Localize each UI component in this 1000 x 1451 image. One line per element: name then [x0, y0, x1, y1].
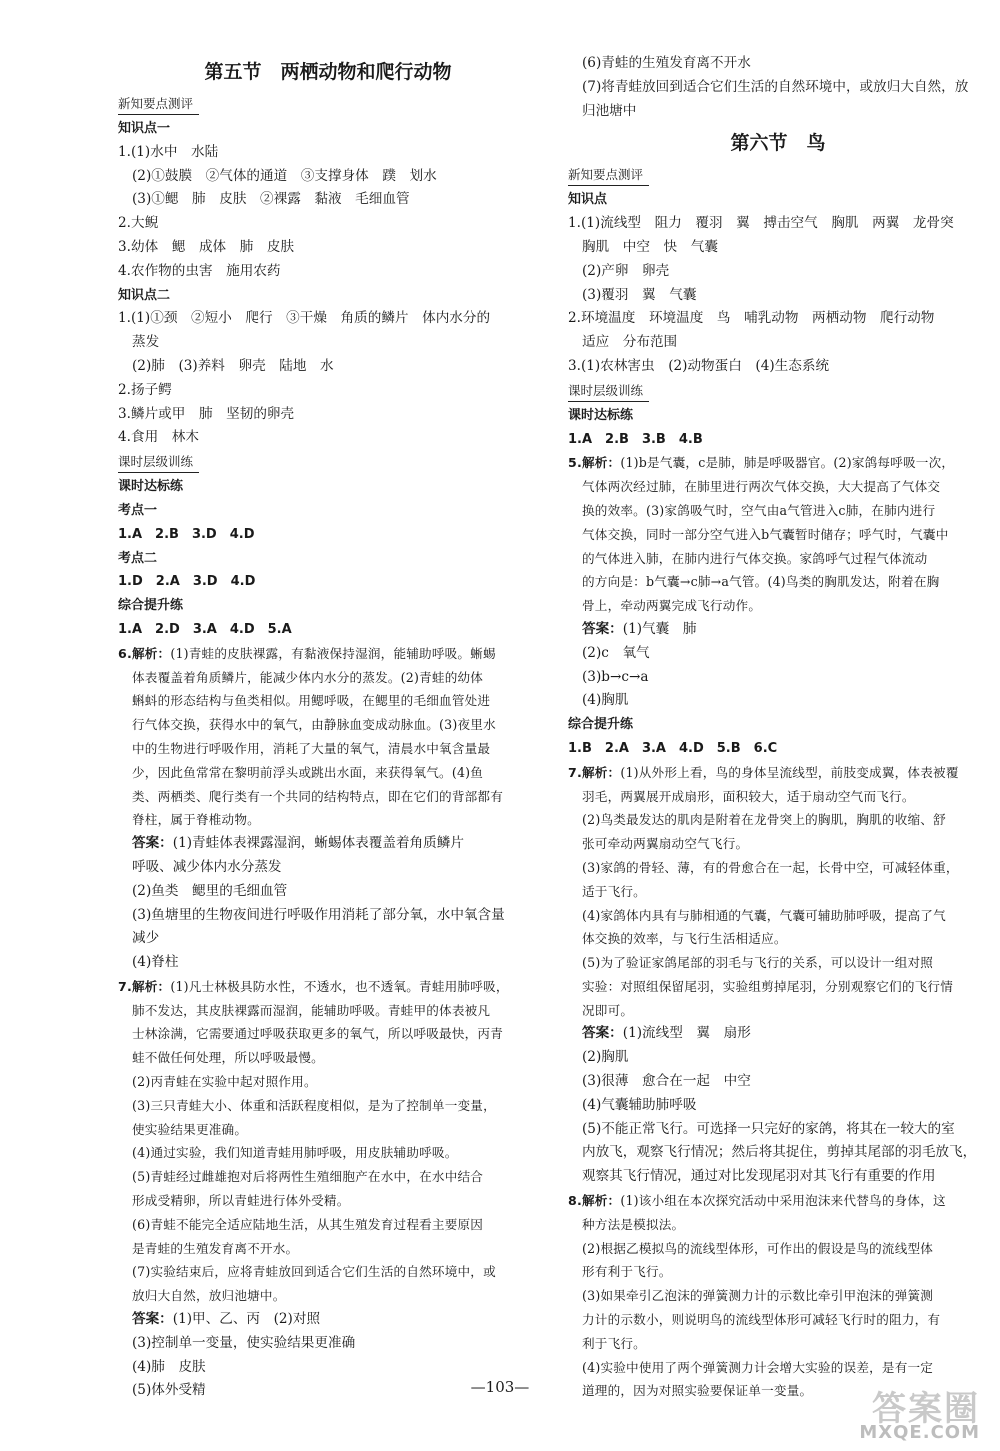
answer-line: 蒸发 — [132, 334, 160, 351]
answer-line: (3)①鳃 肺 皮肤 ②裸露 黏液 毛细血管 — [132, 191, 410, 208]
explanation-line: 的方向是：b气囊→c肺→a气管。(4)鸟类的胸肌发达，附着在胸 — [582, 574, 940, 590]
answer-line: (4)气囊辅助肺呼吸 — [582, 1096, 697, 1113]
answer-line: 1.(1)①颈 ②短小 爬行 ③干燥 角质的鳞片 体内水分的 — [118, 310, 491, 327]
answer-line: 1.(1)水中 水陆 — [118, 143, 219, 160]
answer-line: 减少 — [132, 930, 160, 947]
answer-line: (2)胸肌 — [582, 1049, 629, 1066]
explanation-line: 使实验结果更准确。 — [132, 1121, 248, 1137]
answer-line: (4)肺 皮肤 — [132, 1358, 206, 1375]
answer-line: (3)控制单一变量，使实验结果更准确 — [132, 1334, 356, 1351]
answer-line: 3.鳞片或甲 肺 坚韧的卵壳 — [118, 405, 295, 422]
explanation-line: 实验：对照组保留尾羽，实验组剪掉尾羽，分别观察它们的飞行情 — [582, 978, 954, 994]
answer-line: 3.(1)农林害虫 (2)动物蛋白 (4)生态系统 — [568, 357, 830, 374]
explanation-line: 6.解析：(1)青蛙的皮肤裸露，有黏液保持湿润，能辅助呼吸。蜥蜴 — [118, 645, 496, 661]
answer-line: 4.食用 林木 — [118, 429, 199, 446]
section-header: 新知要点测评 — [118, 94, 199, 115]
answer-line: (2)鱼类 鳃里的毛细血管 — [132, 882, 288, 899]
right-column — [568, 52, 988, 1403]
explanation-line: (3)如果牵引乙泡沫的弹簧测力计的示数比牵引甲泡沫的弹簧测 — [582, 1288, 934, 1304]
explanation-line: 是青蛙的生殖发育离不开水。 — [132, 1240, 299, 1256]
explanation-line: 适于飞行。 — [582, 883, 646, 899]
explanation-line: (5)为了验证家鸽尾部的羽毛与飞行的关系，可以设计一组对照 — [582, 955, 934, 971]
answer-line: (3)鱼塘里的生物夜间进行呼吸作用消耗了部分氧，水中氧含量 — [132, 906, 505, 923]
explanation-line: 5.解析：(1)b是气囊，c是肺，肺是呼吸器官。(2)家鸽每呼吸一次， — [568, 455, 955, 471]
section-header: 新知要点测评 — [568, 165, 649, 186]
explanation-line: 况即可。 — [582, 1002, 634, 1018]
answer-line: (2)c 氧气 — [582, 644, 650, 661]
bold-heading: 1.D 2.A 3.D 4.D — [118, 574, 256, 590]
explanation-line: (4)家鸽体内具有与肺相通的气囊，气囊可辅助肺呼吸，提高了气 — [582, 907, 946, 923]
explanation-line: 少，因此鱼常常在黎明前浮头或跳出水面，来获得氧气。(4)鱼 — [132, 764, 484, 780]
answer-line: (2)肺 (3)养料 卵壳 陆地 水 — [132, 357, 334, 374]
answer-line: (7)将青蛙放回到适合它们生活的自然环境中，或放归大自然，放 — [582, 78, 969, 95]
section-header-row — [118, 450, 538, 475]
explanation-line: 力计的示数小，则说明鸟的流线型体形可减轻飞行时的阻力，有 — [582, 1312, 941, 1328]
explanation-line: (6)青蛙不能完全适应陆地生活，从其生殖发育过程看主要原因 — [132, 1216, 484, 1232]
answer-line: (3)很薄 愈合在一起 中空 — [582, 1073, 751, 1090]
explanation-line: 8.解析：(1)该小组在本次探究活动中采用泡沫来代替鸟的身体，这 — [568, 1193, 946, 1209]
answer-line: 1.(1)流线型 阻力 覆羽 翼 搏击空气 胸肌 两翼 龙骨突 — [568, 215, 954, 232]
explanation-line: 7.解析：(1)从外形上看，鸟的身体呈流线型，前肢变成翼，体表被覆 — [568, 764, 959, 780]
bold-heading: 综合提升练 — [118, 598, 184, 614]
answer-line: 3.幼体 鳃 成体 肺 皮肤 — [118, 238, 295, 255]
explanation-line: (4)通过实验，我们知道青蛙用肺呼吸，用皮肤辅助呼吸。 — [132, 1145, 458, 1161]
explanation-line: 体表覆盖着角质鳞片，能减少体内水分的蒸发。(2)青蛙的幼体 — [132, 669, 484, 685]
bold-heading: 1.A 2.D 3.A 4.D 5.A — [118, 621, 292, 637]
explanation-line: 气体两次经过肺，在肺里进行两次气体交换，大大提高了气体交 — [582, 479, 941, 495]
explanation-line: (7)实验结束后，应将青蛙放回到适合它们生活的自然环境中，或 — [132, 1264, 496, 1280]
explanation-line: 气体交换，同时一部分空气进入b气囊暂时储存；呼气时，气囊中 — [582, 526, 949, 542]
explanation-line: 行气体交换，获得水中的氧气，由静脉血变成动脉血。(3)夜里水 — [132, 717, 496, 733]
explanation-line: 蝌蚪的形态结构与鱼类相似。用鳃呼吸，在鳃里的毛细血管处进 — [132, 693, 491, 709]
explanation-line: (5)青蛙经过雌雄抱对后将两性生殖细胞产在水中，在水中结合 — [132, 1169, 484, 1185]
answer-line: 适应 分布范围 — [582, 334, 678, 351]
bold-heading: 1.A 2.B 3.D 4.D — [118, 526, 255, 542]
answer-line: 2.环境温度 环境温度 鸟 哺乳动物 两栖动物 爬行动物 — [568, 310, 935, 327]
answer-line: (2)产卵 卵壳 — [582, 262, 670, 279]
explanation-line: 换的效率。(3)家鸽吸气时，空气由a气管进入c肺，在肺内进行 — [582, 502, 936, 518]
explanation-line: 蛙不做任何处理，所以呼吸最慢。 — [132, 1050, 324, 1066]
answer-line: (6)青蛙的生殖发育离不开水 — [582, 55, 751, 71]
answer-line: 2.扬子鳄 — [118, 381, 172, 398]
bold-heading: 课时达标练 — [568, 407, 634, 423]
watermark-logo — [818, 1381, 988, 1443]
bold-heading: 知识点 — [568, 192, 608, 208]
bold-heading: 知识点一 — [118, 121, 171, 136]
section-header: 课时层级训练 — [568, 381, 649, 402]
explanation-line: 利于飞行。 — [582, 1335, 646, 1351]
section-header-row — [118, 92, 538, 117]
bold-heading: 综合提升练 — [568, 717, 634, 733]
explanation-line: (2)根据乙模拟鸟的流线型体形，可作出的假设是鸟的流线型体 — [582, 1240, 934, 1256]
bold-heading: 考点二 — [118, 550, 158, 566]
watermark-text: 答案圈 — [872, 1389, 980, 1429]
answer-line: (4)脊柱 — [132, 954, 179, 971]
answer-line: 内放飞，观察飞行情况；然后将其捉住，剪掉其尾部的羽毛放飞， — [582, 1144, 977, 1161]
answer-line: (4)胸肌 — [582, 692, 629, 709]
explanation-line: 中的生物进行呼吸作用，消耗了大量的氧气，清晨水中氧含量最 — [132, 740, 491, 756]
explanation-line: 脊柱，属于脊椎动物。 — [132, 812, 260, 828]
answer-line: (5)不能正常飞行。可选择一只完好的家鸽，将其在一较大的室 — [582, 1120, 955, 1137]
explanation-line: 7.解析：(1)凡士林极具防水性，不透水，也不透氧。青蛙用肺呼吸， — [118, 978, 509, 994]
explanation-line: (2)鸟类最发达的肌肉是附着在龙骨突上的胸肌，胸肌的收缩、舒 — [582, 812, 946, 828]
explanation-line: 形有利于飞行。 — [582, 1264, 672, 1280]
explanation-line: (3)三只青蛙大小、体重和活跃程度相似，是为了控制单一变量， — [132, 1097, 496, 1113]
explanation-line: 羽毛，两翼展开成扇形，面积较大，适于扇动空气而飞行。 — [582, 788, 915, 804]
bold-heading: 知识点二 — [118, 287, 171, 303]
answer-line: (3)b→c→a — [582, 668, 649, 685]
section-header-row — [568, 379, 988, 404]
section-title: 第六节 鸟 — [730, 132, 826, 155]
explanation-line: 放归大自然，放归池塘中。 — [132, 1288, 286, 1304]
answer-line: 观察其飞行情况，通过对比发现尾羽对其飞行有重要的作用 — [582, 1168, 936, 1185]
answer-line: (5)体外受精 — [132, 1382, 206, 1399]
explanation-line: 士林涂满，它需要通过呼吸获取更多的氧气，所以呼吸最快，丙青 — [132, 1026, 504, 1042]
explanation-line: 道理的，因为对照实验要保证单一变量。 — [582, 1383, 813, 1399]
answer-line: 呼吸、减少体内水分蒸发 — [132, 858, 282, 875]
explanation-line: (2)丙青蛙在实验中起对照作用。 — [132, 1074, 317, 1090]
answer-line: (2)①鼓膜 ②气体的通道 ③支撑身体 蹼 划水 — [132, 167, 437, 184]
answer-line: 4.农作物的虫害 施用农药 — [118, 262, 281, 279]
explanation-line: 的气体进入肺，在肺内进行气体交换。家鸽呼气过程气体流动 — [582, 550, 928, 566]
watermark-url: MXQE.COM — [859, 1422, 980, 1443]
explanation-line: 形成受精卵，所以青蛙进行体外受精。 — [132, 1193, 350, 1209]
section-header: 课时层级训练 — [118, 452, 199, 473]
bold-heading: 考点一 — [118, 502, 158, 518]
answer-line: (3)覆羽 翼 气囊 — [582, 286, 697, 303]
answer-line: 答案：(1)甲、乙、丙 (2)对照 — [132, 1311, 321, 1328]
answer-line: 答案：(1)青蛙体表裸露湿润，蜥蜴体表覆盖着角质鳞片 — [132, 835, 464, 852]
bold-heading: 课时达标练 — [118, 479, 184, 495]
explanation-line: 种方法是模拟法。 — [582, 1216, 685, 1232]
explanation-line: (4)实验中使用了两个弹簧测力计会增大实验的误差，是有一定 — [582, 1359, 934, 1375]
section-header-row — [568, 163, 988, 188]
answer-line: 答案：(1)流线型 翼 扇形 — [582, 1025, 751, 1042]
answer-line: 归池塘中 — [582, 102, 637, 119]
answer-line: 胸肌 中空 快 气囊 — [582, 238, 718, 255]
explanation-line: 骨上，牵动两翼完成飞行动作。 — [582, 598, 762, 614]
answer-line: 2.大鲵 — [118, 215, 159, 232]
bold-heading: 1.A 2.B 3.B 4.B — [568, 431, 703, 447]
page-number: —103— — [470, 1378, 530, 1396]
left-column — [118, 52, 538, 1403]
explanation-line: 体交换的效率，与飞行生活相适应。 — [582, 931, 787, 947]
section-title: 第五节 两栖动物和爬行动物 — [204, 61, 452, 83]
explanation-line: 类、两栖类、爬行类有一个共同的结构特点，即在它们的背部都有 — [132, 788, 504, 804]
explanation-line: 肺不发达，其皮肤裸露而湿润，能辅助呼吸。青蛙甲的体表被凡 — [132, 1002, 491, 1018]
answer-line: 答案：(1)气囊 肺 — [582, 620, 697, 637]
bold-heading: 1.B 2.A 3.A 4.D 5.B 6.C — [568, 740, 778, 756]
explanation-line: 张可牵动两翼扇动空气飞行。 — [582, 836, 749, 852]
explanation-line: (3)家鸽的骨轻、薄，有的骨愈合在一起，长骨中空，可减轻体重， — [582, 859, 959, 875]
